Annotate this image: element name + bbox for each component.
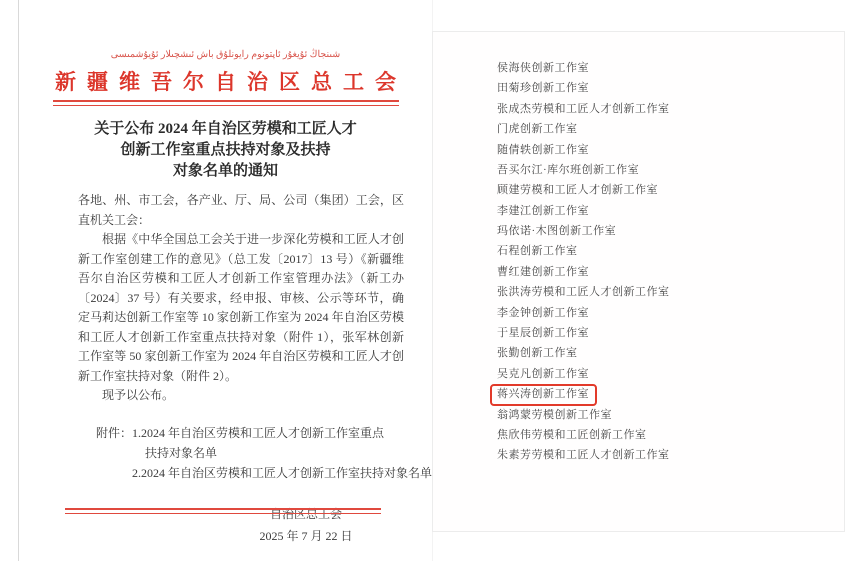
list-item-text: 吾买尔江·库尔班创新工作室 bbox=[497, 163, 640, 176]
document-title bbox=[19, 119, 432, 182]
list-item-text: 顾建劳模和工匠人才创新工作室 bbox=[497, 184, 658, 197]
list-item-text: 李建江创新工作室 bbox=[497, 204, 589, 217]
list-item-text: 田菊珍创新工作室 bbox=[497, 82, 589, 95]
list-item bbox=[497, 405, 844, 425]
list-item-text: 随倩轶创新工作室 bbox=[497, 143, 589, 156]
list-item bbox=[497, 364, 844, 384]
list-item-text: 张洪涛劳模和工匠人才创新工作室 bbox=[497, 286, 670, 299]
highlighted-item: 蒋兴涛创新工作室 bbox=[490, 384, 597, 406]
list-item-text: 门虎创新工作室 bbox=[497, 123, 578, 136]
list-item bbox=[497, 180, 844, 200]
list-item bbox=[497, 445, 844, 465]
list-item-text: 翁鸿蒙劳模创新工作室 bbox=[497, 408, 612, 421]
notice-page bbox=[18, 0, 433, 561]
list-item bbox=[497, 242, 844, 262]
attachment-item: 2.2024 年自治区劳模和工匠人才创新工作室扶持对象名单 bbox=[132, 465, 433, 480]
attachment-item: 1.2024 年自治区劳模和工匠人才创新工作室重点扶持对象名单 bbox=[132, 425, 385, 460]
attachments-label: 附件： bbox=[96, 425, 133, 440]
list-item bbox=[497, 201, 844, 221]
list-item bbox=[497, 119, 844, 139]
list-item bbox=[497, 160, 844, 180]
signature-org: 自治区总工会 bbox=[269, 506, 342, 521]
letterhead-uyghur-text: شىنجاڭ ئۇيغۇر ئاپتونوم رايونلۇق باش ئىشچىلار ئۇيۇشمىسى bbox=[110, 50, 341, 60]
list-item bbox=[497, 323, 844, 343]
footer-double-rule bbox=[65, 508, 381, 514]
salutation: 各地、州、市工会，各产业、厅、局、公司（集团）工会，区直机关工会： bbox=[78, 193, 404, 227]
workshop-list bbox=[433, 32, 844, 466]
list-page bbox=[432, 31, 845, 532]
list-item-text: 吴克凡创新工作室 bbox=[497, 367, 589, 380]
list-item-text: 朱素芳劳模和工匠人才创新工作室 bbox=[497, 449, 670, 462]
list-item-text: 曹红建创新工作室 bbox=[497, 265, 589, 278]
list-item bbox=[497, 343, 844, 363]
list-item bbox=[497, 425, 844, 445]
document-title-line-1: 关于公布 2024 年自治区劳模和工匠人才 bbox=[94, 121, 357, 137]
list-item bbox=[497, 282, 844, 302]
list-item bbox=[497, 262, 844, 282]
notice-body bbox=[78, 191, 404, 406]
signature-date: 2025 年 7 月 22 日 bbox=[259, 528, 353, 543]
list-item-text: 侯海侠创新工作室 bbox=[497, 61, 589, 74]
paragraph-announce: 现予以公布。 bbox=[102, 388, 175, 402]
list-item-text: 张成杰劳模和工匠人才创新工作室 bbox=[497, 102, 670, 115]
list-item bbox=[497, 78, 844, 98]
document-title-line-3: 对象名单的通知 bbox=[172, 163, 278, 179]
list-item-text: 石程创新工作室 bbox=[497, 245, 578, 258]
list-item-text: 张勤创新工作室 bbox=[497, 347, 578, 360]
attachments-list bbox=[132, 423, 433, 483]
attachments-block bbox=[96, 423, 432, 483]
list-item-text: 于星辰创新工作室 bbox=[497, 327, 589, 340]
document-title-line-2: 创新工作室重点扶持对象及扶持 bbox=[120, 142, 331, 158]
paragraph-basis: 根据《中华全国总工会关于进一步深化劳模和工匠人才创新工作室创建工作的意见》（总工发〔2017〕13 号）《新疆维吾尔自治区劳模和工匠人才创新工作室管理办法》（新工办〔2024〕37 号）有关要求，经申报、审核、公示等环节，确定马莉达创新工作室等 10 家创新工作室为 2024 年自治区劳模和工匠人才创新工作室重点扶持对象（附件 1），张军林创新工作室等 50 家创新工作室为 2024 年自治区劳模和工匠人才创新工作室扶持对象（附件 2）。 bbox=[78, 232, 404, 383]
letterhead bbox=[19, 0, 432, 106]
letterhead-double-rule bbox=[53, 100, 399, 106]
list-item bbox=[497, 58, 844, 78]
list-item bbox=[497, 303, 844, 323]
list-item bbox=[497, 140, 844, 160]
list-item bbox=[497, 384, 844, 404]
list-item-text: 玛依诺·木图创新工作室 bbox=[497, 225, 617, 238]
list-item bbox=[497, 99, 844, 119]
list-item bbox=[497, 221, 844, 241]
letterhead-org-name: 新疆维吾尔自治区总工会 bbox=[55, 70, 407, 94]
list-item-text: 李金钟创新工作室 bbox=[497, 306, 589, 319]
list-item-text: 焦欣伟劳模和工匠创新工作室 bbox=[497, 429, 647, 441]
